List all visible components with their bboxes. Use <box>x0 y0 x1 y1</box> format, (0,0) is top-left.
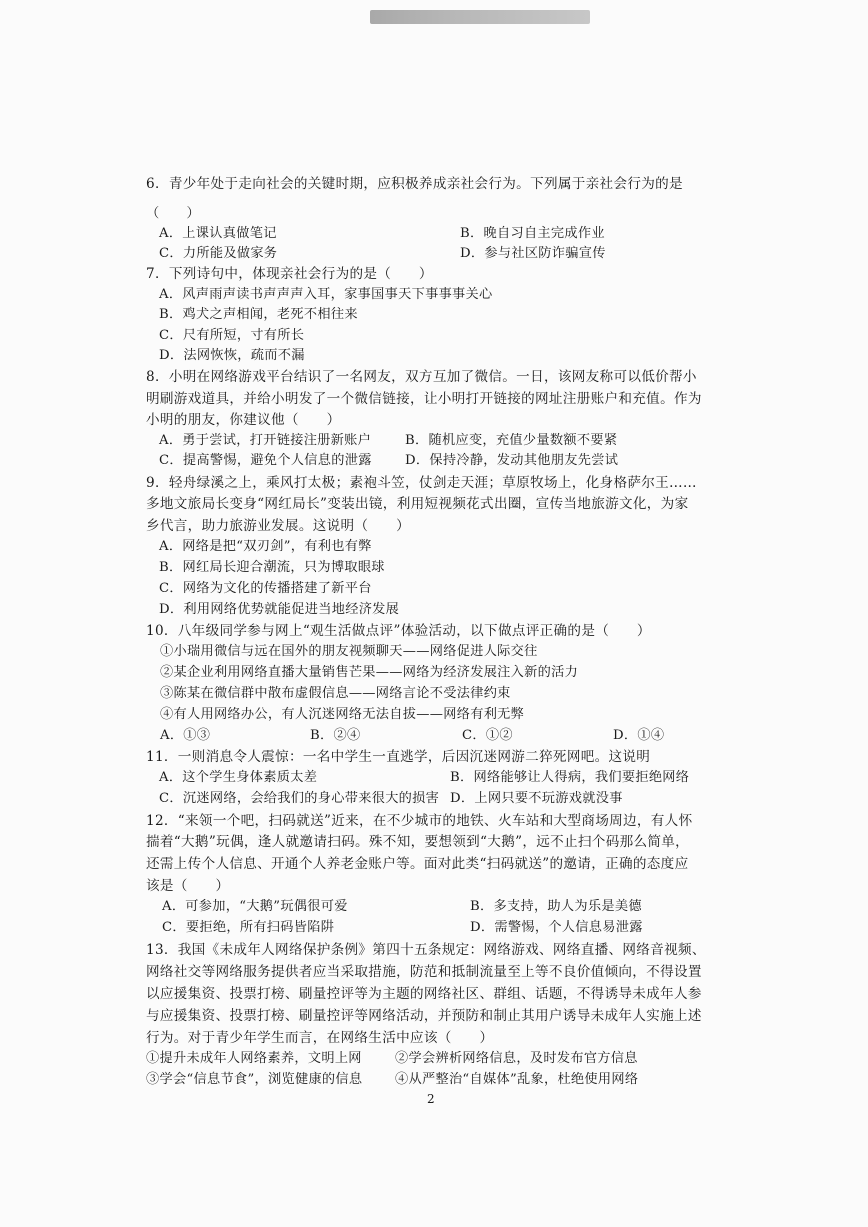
q9-option-c: C．网络为文化的传播搭建了新平台 <box>159 581 372 596</box>
q9-option-a: A．网络是把“双刃剑”，有利也有弊 <box>159 539 372 554</box>
q6-stem: 6．青少年处于走向社会的关键时期，应积极养成亲社会行为。下列属于亲社会行为的是 <box>146 176 683 192</box>
q7-option-a: A．风声雨声读书声声声入耳，家事国事天下事事事关心 <box>159 287 493 302</box>
q10-option-b: B．②④ <box>310 728 361 743</box>
q9-line-3: 乡代言，助力旅游业发展。这说明（ ） <box>146 518 410 534</box>
q8-line-2: 明刷游戏道具，并给小明发了一个微信链接，让小明打开链接的网址注册账户和充值。作为 <box>146 391 702 407</box>
q13-line-4: 与应援集资、投票打榜、刷量控评等网络活动，并预防和制止其用户诱导未成年人实施上述 <box>146 1008 702 1024</box>
q8-option-d: D．保持冷静，发动其他朋友先尝试 <box>405 453 619 468</box>
q12-option-c: C．要拒绝，所有扫码皆陷阱 <box>162 920 335 935</box>
q12-line-1: 12．“来领一个吧，扫码就送”近来，在不少城市的地铁、火车站和大型商场周边，有人怀 <box>146 813 693 829</box>
q10-item-1: ①小瑞用微信与远在国外的朋友视频聊天——网络促进人际交往 <box>160 644 538 659</box>
q8-option-a: A．勇于尝试，打开链接注册新账户 <box>159 433 372 448</box>
q12-option-b: B．多支持，助人为乐是美德 <box>470 899 642 914</box>
q13-line-1: 13．我国《未成年人网络保护条例》第四十五条规定：网络游戏、网络直播、网络音视频、 <box>146 942 706 958</box>
q12-line-2: 揣着“大鹅”玩偶，逢人就邀请扫码。殊不知，要想领到“大鹅”，远不止扫个码那么简单， <box>146 834 690 850</box>
q8-option-c: C．提高警惕，避免个人信息的泄露 <box>159 453 372 468</box>
q12-option-d: D．需警惕，个人信息易泄露 <box>470 920 643 935</box>
q10-stem: 10．八年级同学参与网上“观生活做点评”体验活动，以下做点评正确的是（ ） <box>146 623 651 639</box>
q9-line-2: 多地文旅局长变身“网红局长”变装出镜，利用短视频花式出圈，宣传当地旅游文化，为家 <box>146 496 689 512</box>
q8-line-3: 小明的朋友，你建议他（ ） <box>146 412 341 428</box>
q13-line-5: 行为。对于青少年学生而言，在网络生活中应该（ ） <box>146 1030 494 1046</box>
q7-option-d: D．法网恢恢，疏而不漏 <box>159 348 305 363</box>
q6-option-a: A．上课认真做笔记 <box>159 226 277 241</box>
q6-option-b: B．晚自习自主完成作业 <box>460 226 605 241</box>
page-number: 2 <box>427 1092 435 1106</box>
q9-line-1: 9．轻舟绿溪之上，乘风打太极；素袍斗笠，仗剑走天涯；草原牧场上，化身格萨尔王…… <box>146 475 697 491</box>
q11-option-b: B．网络能够让人得病，我们要拒绝网络 <box>450 770 690 785</box>
q6-paren: （ ） <box>146 206 200 221</box>
q13-line-3: 以应援集资、投票打榜、刷量控评等为主题的网络社区、群组、话题，不得诱导未成年人参 <box>146 986 702 1002</box>
q12-line-3: 还需上传个人信息、开通个人养老金账户等。面对此类“扫码就送”的邀请，正确的态度应 <box>146 856 689 872</box>
q8-option-b: B．随机应变，充值少量数额不要紧 <box>405 433 618 448</box>
q10-item-4: ④有人用网络办公，有人沉迷网络无法自拔——网络有利无弊 <box>160 707 525 722</box>
q7-stem: 7．下列诗句中，体现亲社会行为的是（ ） <box>146 266 433 282</box>
q10-option-d: D．①④ <box>613 728 665 743</box>
q8-line-1: 8．小明在网络游戏平台结识了一名网友，双方互加了微信。一日，该网友称可以低价帮小 <box>146 369 697 385</box>
header-smudge <box>370 10 590 24</box>
q10-option-c: C．①② <box>462 728 513 743</box>
q11-option-d: D．上网只要不玩游戏就没事 <box>450 791 623 806</box>
q9-option-d: D．利用网络优势就能促进当地经济发展 <box>159 602 400 617</box>
q11-option-a: A．这个学生身体素质太差 <box>159 770 318 785</box>
q13-item-2: ②学会辨析网络信息，及时发布官方信息 <box>395 1051 638 1066</box>
q12-option-a: A．可参加，“大鹅”玩偶很可爱 <box>162 899 348 914</box>
q13-item-1: ①提升未成年人网络素养，文明上网 <box>146 1051 362 1066</box>
q13-item-4: ④从严整治“自媒体”乱象，杜绝使用网络 <box>395 1072 639 1087</box>
q13-line-2: 网络社交等网络服务提供者应当采取措施，防范和抵制流量至上等不良价值倾向，不得设置 <box>146 964 702 980</box>
q6-option-d: D．参与社区防诈骗宣传 <box>460 246 606 261</box>
q7-option-c: C．尺有所短，寸有所长 <box>159 328 305 343</box>
q7-option-b: B．鸡犬之声相闻，老死不相往来 <box>159 307 358 322</box>
q13-item-3: ③学会“信息节食”，浏览健康的信息 <box>146 1072 363 1087</box>
q9-option-b: B．网红局长迎合潮流，只为博取眼球 <box>159 560 385 575</box>
q6-option-c: C．力所能及做家务 <box>159 246 278 261</box>
q10-option-a: A．①③ <box>160 728 211 743</box>
q10-item-3: ③陈某在微信群中散布虚假信息——网络言论不受法律约束 <box>160 686 511 701</box>
q11-stem: 11．一则消息令人震惊：一名中学生一直逃学，后因沉迷网游二猝死网吧。这说明 <box>146 749 651 765</box>
q10-item-2: ②某企业利用网络直播大量销售芒果——网络为经济发展注入新的活力 <box>160 665 579 680</box>
q11-option-c: C．沉迷网络，会给我们的身心带来很大的损害 <box>159 791 440 806</box>
q12-line-4: 该是（ ） <box>146 878 230 894</box>
